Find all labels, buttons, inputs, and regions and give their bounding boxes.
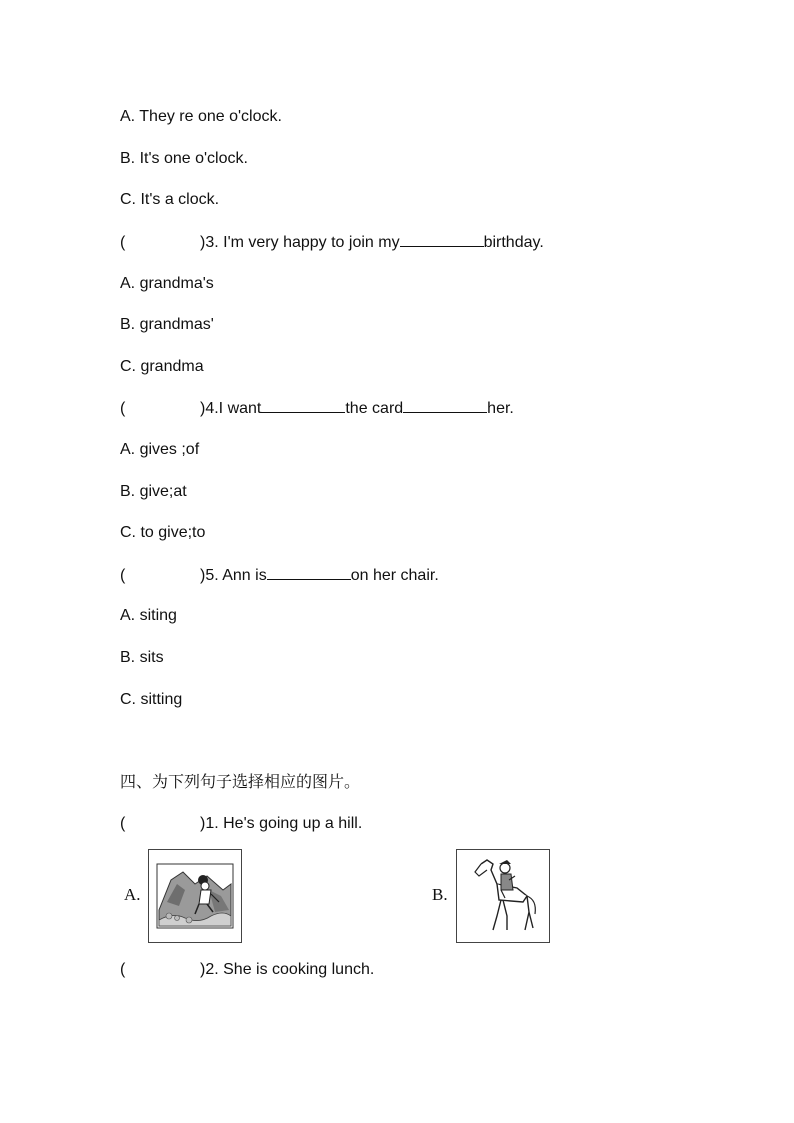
picture-a-hill-climber [148,849,242,943]
s4-q2-text: )2. She is cooking lunch. [200,961,375,978]
s4-q2-stem [120,960,374,980]
section-4-heading: 四、为下列句子选择相应的图片。 [120,772,361,791]
q3-stem [120,232,544,253]
q3-option-b: B. grandmas' [120,316,214,333]
q4-option-b: B. give;at [120,483,187,500]
q3-text-before: )3. I'm very happy to join my [200,234,400,251]
q4-stem [120,398,514,419]
q4-option-a: A. gives ;of [120,441,200,458]
q4-blank-1 [261,398,345,413]
q3-option-c: C. grandma [120,358,204,375]
picture-b-horse-rider [456,849,550,943]
picture-a-label: A. [124,885,141,904]
q5-blank [267,565,351,580]
q3-blank [400,232,484,247]
picture-b-label: B. [432,885,448,904]
q2-option-c: C. It's a clock. [120,191,220,208]
q2-option-a: A. They re one o'clock. [120,108,282,125]
s4-q1-answer-bracket: ( [120,815,126,832]
q3-answer-bracket: ( [120,234,126,251]
s4-q1-stem [120,814,362,834]
horse-rider-illustration [457,850,549,942]
q5-answer-bracket: ( [120,567,126,584]
q5-option-a: A. siting [120,607,177,624]
q5-text-before: )5. Ann is [200,567,267,584]
q4-blank-2 [403,398,487,413]
q4-text-before: )4.I want [200,400,262,417]
s4-q2-answer-bracket: ( [120,961,126,978]
q5-option-b: B. sits [120,649,164,666]
q4-text-middle: the card [345,400,404,417]
q3-option-a: A. grandma's [120,275,214,292]
q4-answer-bracket: ( [120,400,126,417]
q2-option-b: B. It's one o'clock. [120,150,248,167]
q5-stem [120,565,439,586]
s4-q1-text: )1. He's going up a hill. [200,815,363,832]
q4-text-after: her. [487,400,514,417]
q3-text-after: birthday. [483,234,544,251]
q5-text-after: on her chair. [350,567,439,584]
q4-option-c: C. to give;to [120,524,206,541]
q5-option-c: C. sitting [120,691,183,708]
hill-climber-illustration [149,850,241,942]
